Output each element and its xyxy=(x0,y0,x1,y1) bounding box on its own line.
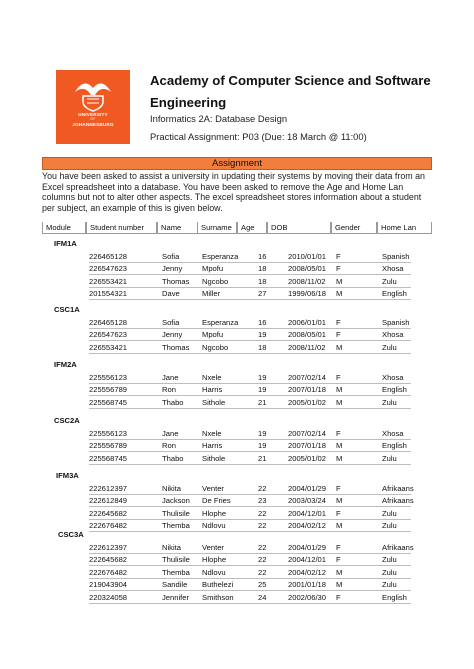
cell-home-lan: English xyxy=(382,592,407,602)
cell-dob: 2007/02/14 xyxy=(288,429,327,438)
table-row xyxy=(0,592,474,603)
cell-student-number: 222612397 xyxy=(89,543,128,552)
cell-student-number: 201554321 xyxy=(89,289,128,299)
cell-age: 18 xyxy=(258,342,267,352)
cell-dob: 2005/01/02 xyxy=(288,397,327,407)
cell-surname: Harris xyxy=(202,441,223,451)
cell-student-number: 226547623 xyxy=(89,264,128,274)
cell-surname: Ngcobo xyxy=(202,342,229,352)
cell-age: 18 xyxy=(258,276,267,286)
cell-gender: M xyxy=(336,385,343,395)
cell-dob: 2007/01/18 xyxy=(288,441,327,451)
cell-age: 23 xyxy=(258,496,267,506)
module-label-ifm3a: IFM3A xyxy=(56,471,79,480)
cell-dob: 2010/01/01 xyxy=(288,252,327,261)
table-row xyxy=(0,288,474,299)
cell-dob: 1999/06/18 xyxy=(288,289,327,299)
row-divider xyxy=(89,299,411,300)
cell-surname: Venter xyxy=(202,484,224,493)
col-header-gender: Gender xyxy=(331,222,377,234)
module-label-ifm1a: IFM1A xyxy=(54,239,77,248)
cell-age: 16 xyxy=(258,252,267,261)
cell-name: Thomas xyxy=(162,342,190,352)
cell-age: 22 xyxy=(258,567,267,577)
cell-student-number: 226553421 xyxy=(89,276,128,286)
cell-student-number: 226547623 xyxy=(89,330,128,340)
cell-home-lan: English xyxy=(382,289,407,299)
cell-gender: M xyxy=(336,276,343,286)
cell-student-number: 225556123 xyxy=(89,429,128,438)
table-row xyxy=(0,384,474,395)
cell-name: Nikita xyxy=(162,543,181,552)
cell-dob: 2004/12/01 xyxy=(288,508,327,518)
cell-name: Nikita xyxy=(162,484,181,493)
cell-student-number: 225556789 xyxy=(89,385,128,395)
cell-name: Dave xyxy=(162,289,180,299)
cell-dob: 2008/05/01 xyxy=(288,330,327,340)
cell-home-lan: Xhosa xyxy=(382,330,404,340)
cell-gender: M xyxy=(336,567,343,577)
cell-dob: 2007/01/18 xyxy=(288,385,327,395)
logo-text-university: UNIVERSITY xyxy=(78,112,108,117)
cell-name: Sofia xyxy=(162,318,180,327)
cell-age: 19 xyxy=(258,441,267,451)
cell-surname: Nxele xyxy=(202,373,222,382)
cell-age: 19 xyxy=(258,330,267,340)
cell-gender: M xyxy=(336,289,343,299)
table-row xyxy=(0,317,474,328)
col-header-home-lan: Home Lan xyxy=(377,222,432,234)
cell-surname: Ngcobo xyxy=(202,276,229,286)
cell-surname: Mpofu xyxy=(202,264,224,274)
cell-age: 21 xyxy=(258,397,267,407)
cell-home-lan: Xhosa xyxy=(382,264,404,274)
cell-dob: 2008/11/02 xyxy=(288,276,326,286)
cell-age: 21 xyxy=(258,453,267,463)
cell-student-number: 222645682 xyxy=(89,555,128,565)
cell-name: Jane xyxy=(162,373,179,382)
row-divider xyxy=(89,464,411,465)
cell-student-number: 220324058 xyxy=(89,592,128,602)
cell-age: 19 xyxy=(258,385,267,395)
cell-name: Themba xyxy=(162,567,190,577)
table-row xyxy=(0,567,474,578)
cell-home-lan: Zulu xyxy=(382,397,397,407)
col-header-student-number: Student number xyxy=(86,222,157,234)
row-divider xyxy=(89,531,411,532)
table-row xyxy=(0,554,474,565)
table-row xyxy=(0,397,474,408)
cell-student-number: 226553421 xyxy=(89,342,128,352)
cell-gender: F xyxy=(336,484,341,493)
table-row xyxy=(0,251,474,262)
cell-gender: M xyxy=(336,453,343,463)
cell-home-lan: Xhosa xyxy=(382,429,404,438)
table-row xyxy=(0,372,474,383)
cell-dob: 2008/05/01 xyxy=(288,264,327,274)
cell-name: Themba xyxy=(162,521,190,531)
cell-surname: Nxele xyxy=(202,429,222,438)
university-crest-icon xyxy=(71,78,115,112)
cell-surname: Hlophe xyxy=(202,508,227,518)
cell-student-number: 225568745 xyxy=(89,453,128,463)
cell-gender: M xyxy=(336,342,343,352)
assignment-intro: You have been asked to assist a university in updating their systems by moving their data from an Excel spreadsheet into a database. You have been asked to remove the Age and Home Lan columns but not to alter other aspects. The excel spreadsheet stores information about a student per subject, an example of this is given below. xyxy=(42,171,425,214)
table-row xyxy=(0,542,474,553)
cell-dob: 2004/02/12 xyxy=(288,567,327,577)
table-row xyxy=(0,428,474,439)
cell-surname: Mpofu xyxy=(202,330,224,340)
module-label-csc1a: CSC1A xyxy=(54,305,80,314)
cell-age: 24 xyxy=(258,592,267,602)
cell-dob: 2004/01/29 xyxy=(288,484,327,493)
table-row xyxy=(0,453,474,464)
cell-surname: Miller xyxy=(202,289,221,299)
cell-name: Thabo xyxy=(162,397,184,407)
cell-gender: F xyxy=(336,543,341,552)
cell-dob: 2005/01/02 xyxy=(288,453,327,463)
cell-home-lan: Zulu xyxy=(382,342,397,352)
cell-name: Thomas xyxy=(162,276,190,286)
cell-age: 22 xyxy=(258,555,267,565)
logo-text-of: OF xyxy=(90,117,96,122)
cell-gender: F xyxy=(336,264,341,274)
cell-surname: Sithole xyxy=(202,397,226,407)
cell-home-lan: Afrikaans xyxy=(382,496,414,506)
cell-name: Thabo xyxy=(162,453,184,463)
cell-home-lan: Zulu xyxy=(382,580,397,590)
cell-age: 25 xyxy=(258,580,267,590)
cell-gender: F xyxy=(336,318,341,327)
cell-student-number: 222676482 xyxy=(89,567,128,577)
cell-dob: 2004/02/12 xyxy=(288,521,327,531)
cell-age: 22 xyxy=(258,508,267,518)
cell-gender: M xyxy=(336,397,343,407)
page-title: Academy of Computer Science and Software Engineering xyxy=(150,73,431,110)
cell-gender: F xyxy=(336,508,341,518)
cell-gender: F xyxy=(336,252,341,261)
cell-gender: M xyxy=(336,496,343,506)
cell-name: Jennifer xyxy=(162,592,190,602)
cell-age: 22 xyxy=(258,484,267,493)
cell-surname: Smithson xyxy=(202,592,234,602)
cell-age: 19 xyxy=(258,373,267,382)
assignment-banner: Assignment xyxy=(42,157,432,170)
cell-home-lan: English xyxy=(382,385,407,395)
cell-surname: De Fries xyxy=(202,496,231,506)
cell-student-number: 225556123 xyxy=(89,373,128,382)
cell-home-lan: Zulu xyxy=(382,567,397,577)
cell-name: Jenny xyxy=(162,330,183,340)
table-row xyxy=(0,508,474,519)
cell-dob: 2001/01/18 xyxy=(288,580,327,590)
cell-surname: Hlophe xyxy=(202,555,227,565)
cell-dob: 2007/02/14 xyxy=(288,373,327,382)
cell-name: Thulisile xyxy=(162,508,190,518)
table-row xyxy=(0,276,474,287)
cell-student-number: 222612849 xyxy=(89,496,128,506)
cell-student-number: 222645682 xyxy=(89,508,128,518)
logo-text-johannesburg: JOHANNESBURG xyxy=(72,122,114,128)
cell-gender: F xyxy=(336,330,341,340)
cell-age: 27 xyxy=(258,289,267,299)
university-logo xyxy=(56,70,130,144)
cell-gender: F xyxy=(336,555,341,565)
cell-gender: F xyxy=(336,592,341,602)
cell-home-lan: Spanish xyxy=(382,252,410,261)
cell-age: 22 xyxy=(258,521,267,531)
cell-surname: Esperanza xyxy=(202,318,239,327)
cell-home-lan: Zulu xyxy=(382,521,397,531)
cell-home-lan: Zulu xyxy=(382,555,397,565)
cell-dob: 2008/11/02 xyxy=(288,342,326,352)
cell-dob: 2004/12/01 xyxy=(288,555,327,565)
cell-surname: Esperanza xyxy=(202,252,239,261)
table-row xyxy=(0,342,474,353)
cell-age: 22 xyxy=(258,543,267,552)
cell-home-lan: Zulu xyxy=(382,276,397,286)
cell-student-number: 225556789 xyxy=(89,441,128,451)
cell-name: Jackson xyxy=(162,496,190,506)
col-header-module: Module xyxy=(42,222,86,234)
col-header-surname: Surname xyxy=(197,222,237,234)
row-divider xyxy=(89,603,411,604)
table-row xyxy=(0,579,474,590)
cell-home-lan: English xyxy=(382,441,407,451)
cell-name: Sofia xyxy=(162,252,180,261)
table-row xyxy=(0,495,474,506)
cell-name: Sandile xyxy=(162,580,188,590)
cell-dob: 2002/06/30 xyxy=(288,592,327,602)
cell-student-number: 219043904 xyxy=(89,580,128,590)
cell-gender: F xyxy=(336,373,341,382)
cell-surname: Venter xyxy=(202,543,224,552)
cell-surname: Harris xyxy=(202,385,223,395)
cell-dob: 2006/01/01 xyxy=(288,318,327,327)
cell-student-number: 222612397 xyxy=(89,484,128,493)
module-label-ifm2a: IFM2A xyxy=(54,360,77,369)
cell-gender: M xyxy=(336,580,343,590)
cell-surname: Buthelezi xyxy=(202,580,234,590)
cell-home-lan: Xhosa xyxy=(382,373,404,382)
cell-name: Thulisile xyxy=(162,555,190,565)
col-header-name: Name xyxy=(157,222,237,234)
col-header-dob: DOB xyxy=(267,222,331,234)
table-row xyxy=(0,483,474,494)
cell-student-number: 226465128 xyxy=(89,252,128,261)
cell-dob: 2004/01/29 xyxy=(288,543,327,552)
course-subtitle: Informatics 2A: Database Design xyxy=(150,113,288,124)
module-label-csc3a: CSC3A xyxy=(58,530,84,539)
col-header-age: Age xyxy=(237,222,267,234)
cell-gender: M xyxy=(336,441,343,451)
cell-age: 18 xyxy=(258,264,267,274)
table-row xyxy=(0,440,474,451)
cell-gender: M xyxy=(336,521,343,531)
cell-surname: Ndlovu xyxy=(202,567,226,577)
row-divider xyxy=(89,353,411,354)
practical-assignment-line: Practical Assignment: P03 (Due: 18 March @ 11:00) xyxy=(150,131,367,142)
row-divider xyxy=(89,408,411,409)
cell-name: Jenny xyxy=(162,264,183,274)
cell-name: Ron xyxy=(162,441,176,451)
cell-age: 16 xyxy=(258,318,267,327)
cell-student-number: 225568745 xyxy=(89,397,128,407)
module-label-csc2a: CSC2A xyxy=(54,416,80,425)
cell-home-lan: Afrikaans xyxy=(382,543,414,552)
cell-home-lan: Zulu xyxy=(382,508,397,518)
cell-home-lan: Afrikaans xyxy=(382,484,414,493)
cell-home-lan: Spanish xyxy=(382,318,410,327)
cell-gender: F xyxy=(336,429,341,438)
table-row xyxy=(0,329,474,340)
cell-surname: Ndlovu xyxy=(202,521,226,531)
cell-name: Ron xyxy=(162,385,176,395)
cell-student-number: 226465128 xyxy=(89,318,128,327)
cell-surname: Sithole xyxy=(202,453,226,463)
cell-dob: 2003/03/24 xyxy=(288,496,327,506)
cell-age: 19 xyxy=(258,429,267,438)
table-row xyxy=(0,263,474,274)
cell-student-number: 222676482 xyxy=(89,521,128,531)
cell-home-lan: Zulu xyxy=(382,453,397,463)
cell-name: Jane xyxy=(162,429,179,438)
